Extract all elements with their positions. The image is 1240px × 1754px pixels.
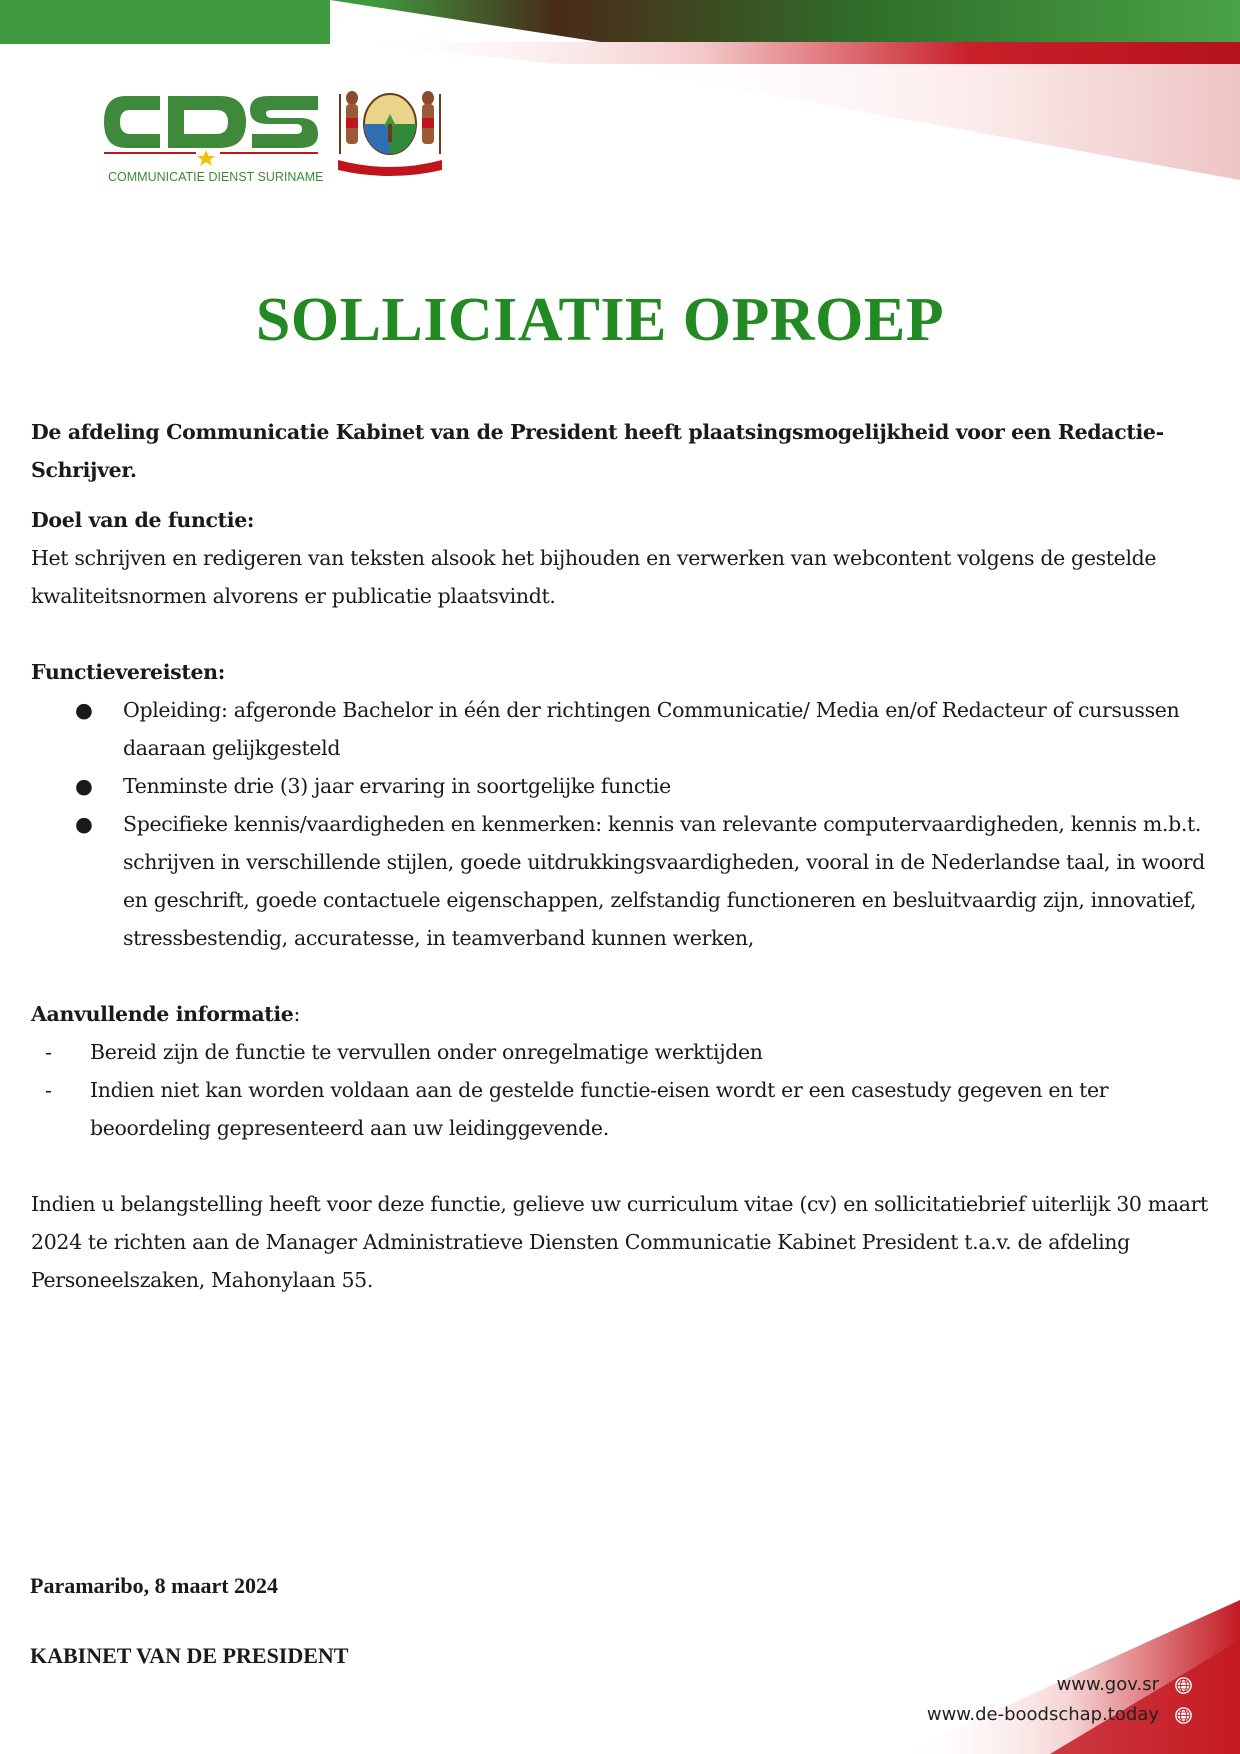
dash-icon: -	[45, 1040, 52, 1064]
list-item	[31, 767, 1226, 805]
document-body	[31, 413, 1226, 1299]
requirement-text: Specifieke kennis/vaardigheden en kenmerken: kennis van relevante computervaardigheden, kennis m.b.t. schrijven in verschillende stijlen, goede uitdrukkingsvaardigheden, vooral in de Nederlandse taal, in woord en geschrift, goede contactuele eigenschappen, zelfstandig functioneren en besluitvaardig zijn, innovatief, stressbestendig, accuratesse, in teamverband kunnen werken,	[123, 812, 1205, 950]
list-item	[31, 1033, 1226, 1071]
purpose-text: Het schrijven en redigeren van teksten alsook het bijhouden en verwerken van webcontent volgens de gestelde kwaliteitsnormen alvorens er publicatie plaatsvindt.	[31, 546, 1157, 608]
additional-text: Bereid zijn de functie te vervullen onder onregelmatige werktijden	[90, 1040, 763, 1064]
additional-heading-colon: :	[293, 1002, 301, 1026]
globe-icon	[1175, 1707, 1192, 1724]
bullet-icon: ●	[75, 812, 93, 836]
requirement-text: Tenminste drie (3) jaar ervaring in soortgelijke functie	[123, 774, 671, 798]
bullet-icon: ●	[75, 698, 93, 722]
dash-icon: -	[45, 1078, 52, 1102]
list-item	[31, 1071, 1226, 1147]
list-item	[31, 691, 1226, 767]
additional-list	[31, 1033, 1226, 1147]
requirements-list	[31, 691, 1226, 957]
footer-link-text[interactable]: www.de-boodschap.today	[926, 1704, 1159, 1725]
additional-text: Indien niet kan worden voldaan aan de gestelde functie-eisen wordt er een casestudy gegeven en ter beoordeling gepresenteerd aan uw leidinggevende.	[90, 1078, 1109, 1140]
closing-paragraph: Indien u belangstelling heeft voor deze functie, gelieve uw curriculum vitae (cv) en sollicitatiebrief uiterlijk 30 maart 2024 te richten aan de Manager Administratieve Diensten Communicatie Kabinet President t.a.v. de afdeling Personeelszaken, Mahonylaan 55.	[31, 1192, 1208, 1292]
bullet-icon: ●	[75, 774, 93, 798]
footer-links	[927, 1670, 1192, 1730]
place-date: Paramaribo, 8 maart 2024	[30, 1573, 279, 1598]
header-logos	[100, 88, 450, 188]
requirement-text: Opleiding: afgeronde Bachelor in één der richtingen Communicatie/ Media en/of Redacteur of cursussen daaraan gelijkgesteld	[123, 698, 1180, 760]
cds-logo	[100, 88, 322, 188]
footer-link-text[interactable]: www.gov.sr	[1056, 1674, 1159, 1695]
issuing-office: KABINET VAN DE PRESIDENT	[30, 1643, 349, 1668]
additional-heading-line	[31, 995, 1226, 1033]
coat-of-arms-icon	[330, 84, 450, 179]
additional-heading: Aanvullende informatie	[31, 1002, 294, 1026]
cds-logo-mark	[100, 88, 322, 168]
list-item	[31, 805, 1226, 957]
cds-tagline: COMMUNICATIE DIENST SURINAME	[108, 170, 324, 184]
globe-icon	[1175, 1677, 1192, 1694]
intro-paragraph: De afdeling Communicatie Kabinet van de President heeft plaatsingsmogelijkheid voor een Redactie-Schrijver.	[31, 420, 1164, 482]
requirements-heading: Functievereisten:	[31, 660, 225, 684]
footer-link-gov[interactable]	[927, 1670, 1192, 1700]
page-title: SOLLICIATIE OPROEP	[255, 286, 945, 354]
purpose-heading: Doel van de functie:	[31, 508, 255, 532]
footer-link-boodschap[interactable]	[927, 1700, 1192, 1730]
